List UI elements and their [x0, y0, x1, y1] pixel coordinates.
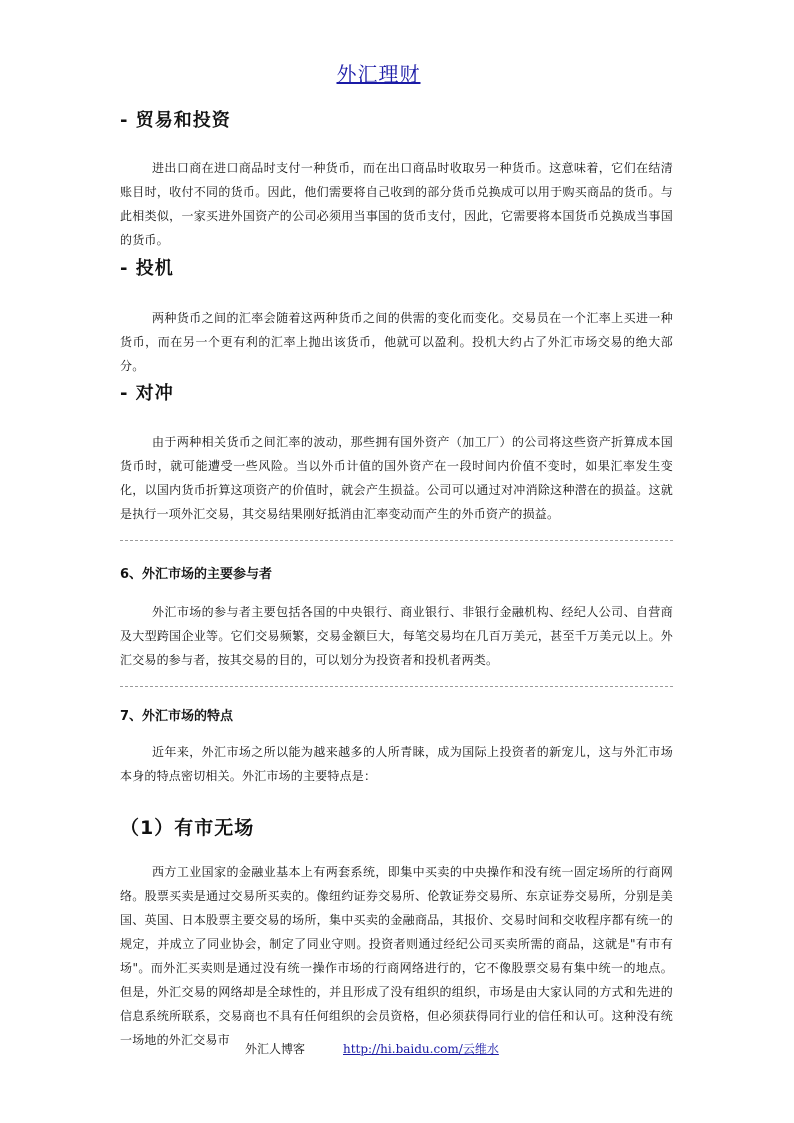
section-heading-trade: - 贸易和投资: [120, 110, 231, 131]
section-text-trade: 进出口商在进口商品时支付一种货币，而在出口商品时收取另一种货币。这意味着，它们在结清账目时，收付不同的货币。因此，他们需要将自己收到的部分货币兑换成可以用于购买商品的货币。与此相类似，一家买进外国资产的公司必须用当事国的货币支付，因此，它需要将本国货币兑换成当事国的货币。: [120, 161, 673, 247]
section-text-participants: 外汇市场的参与者主要包括各国的中央银行、商业银行、非银行金融机构、经纪人公司、自营商及大型跨国企业等。它们交易频繁，交易金额巨大，每笔交易均在几百万美元，甚至千万美元以上。外汇交易的参与者，按其交易的目的，可以划分为投资者和投机者两类。: [120, 605, 673, 667]
page-title[interactable]: 外汇理财: [336, 62, 421, 86]
section-heading-participants: 6、外汇市场的主要参与者: [120, 567, 273, 582]
section-heading-hedging: - 对冲: [120, 383, 174, 404]
section-heading-no-venue: （1）有市无场: [120, 817, 255, 839]
section-text-features: 近年来，外汇市场之所以能为越来越多的人所青睐，成为国际上投资者的新宠儿，这与外汇市场本身的特点密切相关。外汇市场的主要特点是：: [120, 745, 673, 783]
section-heading-features: 7、外汇市场的特点: [120, 709, 234, 724]
section-text-hedging: 由于两种相关货币之间汇率的波动，那些拥有国外资产（加工厂）的公司将这些资产折算成本国货币时，就可能遭受一些风险。当以外币计值的国外资产在一段时间内价值不变时，如果汇率发生变化，以国内货币折算这项资产的价值时，就会产生损益。公司可以通过对冲消除这种潜在的损益。这就是执行一项外汇交易，其交易结果刚好抵消由汇率变动而产生的外币资产的损益。: [120, 435, 673, 521]
section-heading-speculation: - 投机: [120, 258, 174, 279]
footer-blog-link[interactable]: http://hi.baidu.com/云维水: [343, 1042, 499, 1056]
footer-blog-name: 外汇人博客: [245, 1042, 306, 1056]
divider: [120, 686, 673, 687]
section-text-no-venue: 西方工业国家的金融业基本上有两套系统，即集中买卖的中央操作和没有统一固定场所的行商网络。股票买卖是通过交易所买卖的。像纽约证券交易所、伦敦证券交易所、东京证券交易所，分别是美国、英国、日本股票主要交易的场所，集中买卖的金融商品，其报价、交易时间和交收程序都有统一的规定，并成立了同业协会，制定了同业守则。投资者则通过经纪公司买卖所需的商品，这就是"有市有场"。而外汇买卖则是通过没有统一操作市场的行商网络进行的，它不像股票交易有集中统一的地点。但是，外汇交易的网络却是全球性的，并且形成了没有组织的组织，市场是由大家认同的方式和先进的信息系统所联系，交易商也不具有任何组织的会员资格，但必须获得同行业的信任和认可。这种没有统一场地的外汇交易市: [120, 865, 673, 1047]
section-text-speculation: 两种货币之间的汇率会随着这两种货币之间的供需的变化而变化。交易员在一个汇率上买进一种货币，而在另一个更有利的汇率上抛出该货币，他就可以盈利。投机大约占了外汇市场交易的绝大部分。: [120, 311, 673, 373]
divider: [120, 540, 673, 541]
